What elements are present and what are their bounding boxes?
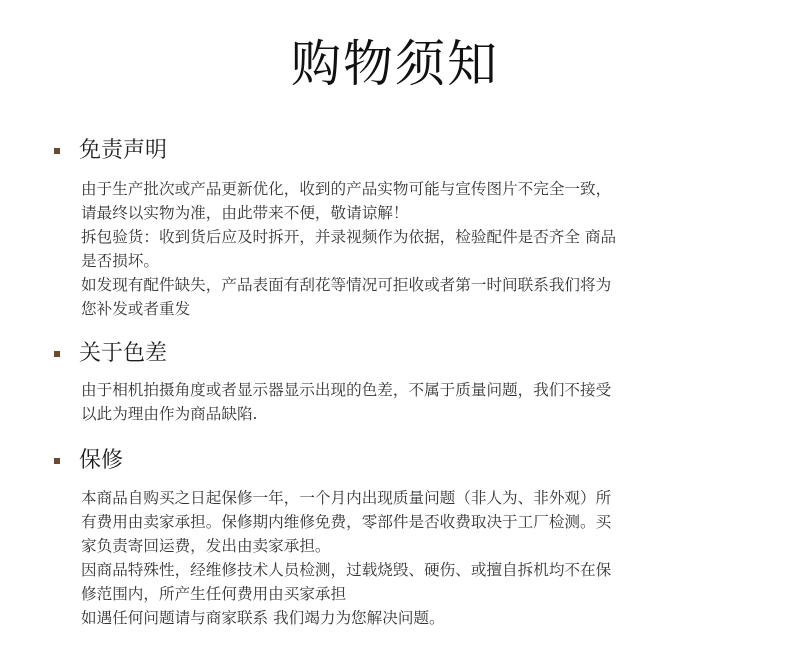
square-bullet-icon (54, 148, 60, 154)
paragraph-line: 家负责寄回运费，发出由卖家承担。 (81, 537, 331, 555)
paragraph-line: 因商品特殊性，经维修技术人员检测，过载烧毁、硬伤、或擅自拆机均不在保 (81, 561, 612, 579)
section-body-warranty (81, 486, 721, 630)
section-heading-color-difference (54, 339, 167, 369)
paragraph-line: 由于生产批次或产品更新优化，收到的产品实物可能与宣传图片不完全一致， (81, 180, 612, 198)
paragraph-line: 以此为理由作为商品缺陷. (81, 405, 258, 423)
section-heading-disclaimer (54, 136, 167, 166)
square-bullet-icon (54, 458, 60, 464)
paragraph-line: 请最终以实物为准，由此带来不便，敬请谅解！ (81, 204, 409, 222)
paragraph-line: 修范围内，所产生任何费用由买家承担 (81, 585, 347, 603)
paragraph-line: 是否损坏。 (81, 252, 159, 270)
section-title: 关于色差 (79, 341, 168, 366)
paragraph-line: 您补发或者重发 (81, 300, 191, 318)
paragraph-line: 本商品自购买之日起保修一年，一个月内出现质量问题（非人为、非外观）所 (81, 489, 612, 507)
page-title: 购物须知 (291, 35, 499, 93)
section-body-disclaimer (81, 177, 721, 321)
paragraph-line: 如发现有配件缺失，产品表面有刮花等情况可拒收或者第一时间联系我们将为 (81, 276, 612, 294)
section-title: 免责声明 (79, 138, 168, 163)
paragraph-line: 有费用由卖家承担。保修期内维修免费，零部件是否收费取决于工厂检测。买 (81, 513, 612, 531)
square-bullet-icon (54, 351, 60, 357)
paragraph-line: 如遇任何问题请与商家联系 我们竭力为您解决问题。 (81, 609, 445, 627)
section-body-color-difference (81, 378, 721, 426)
section-title: 保修 (79, 448, 124, 473)
section-heading-warranty (54, 446, 123, 476)
paragraph-line: 由于相机拍摄角度或者显示器显示出现的色差，不属于质量问题，我们不接受 (81, 381, 612, 399)
paragraph-line: 拆包验货：收到货后应及时拆开，并录视频作为依据，检验配件是否齐全 商品 (81, 228, 617, 246)
